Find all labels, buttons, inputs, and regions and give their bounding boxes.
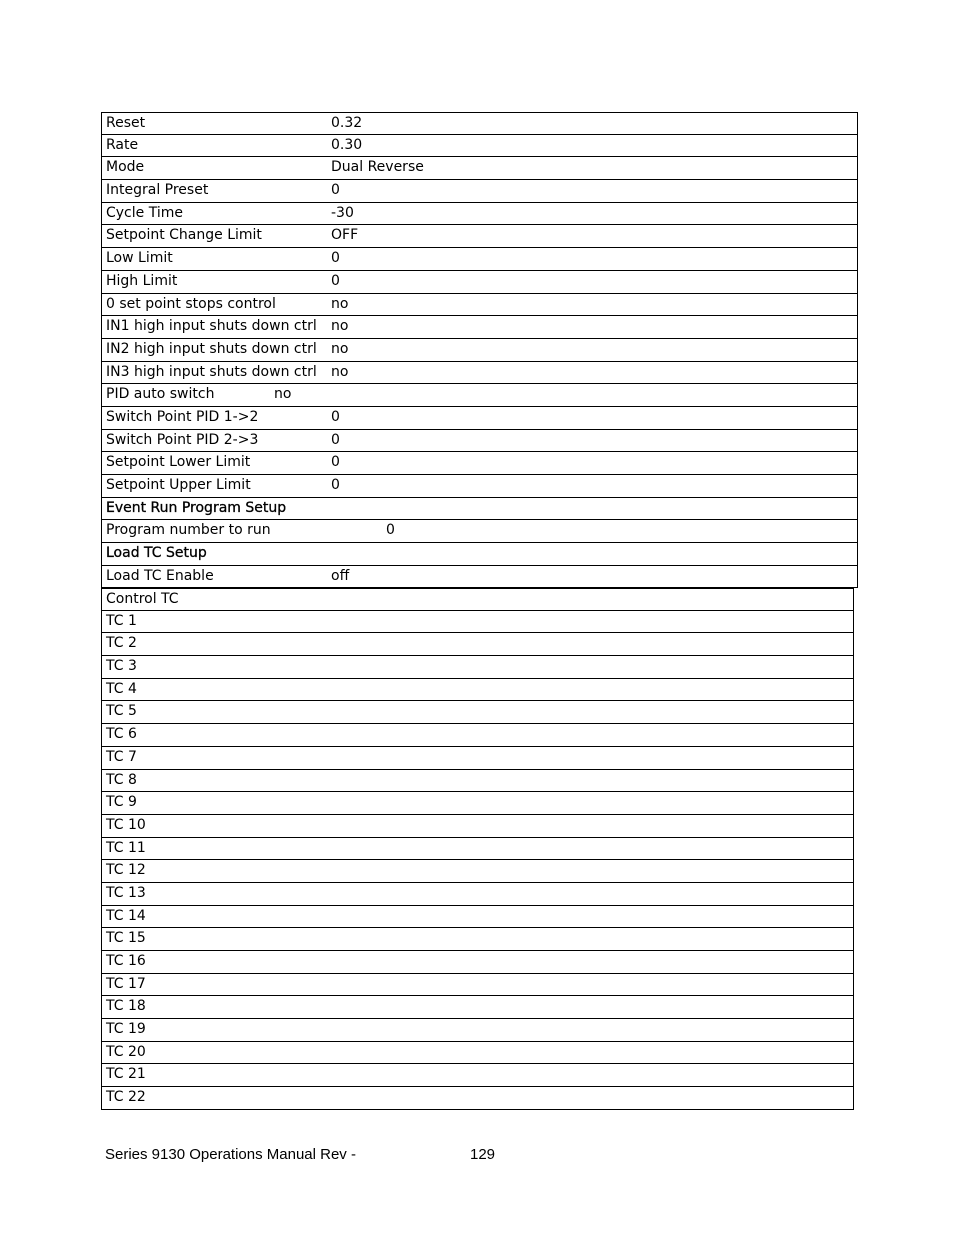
row-value: 0 [331, 454, 340, 471]
settings-table [101, 112, 858, 588]
row-label: TC 11 [106, 839, 146, 856]
row-label: Switch Point PID 2->3 [106, 431, 259, 448]
table-row [101, 271, 858, 294]
table-row [101, 157, 858, 180]
row-label: IN3 high input shuts down ctrl [106, 363, 317, 380]
footer-title: Series 9130 Operations Manual Rev - [105, 1146, 356, 1163]
table-row [101, 407, 858, 430]
row-label: High Limit [106, 272, 178, 289]
table-row [101, 1019, 854, 1042]
table-row [101, 225, 858, 248]
row-label: TC 15 [106, 930, 146, 947]
table-row [101, 792, 854, 815]
table-row [101, 838, 854, 861]
row-value: no [274, 386, 292, 403]
row-value: Dual Reverse [331, 159, 424, 176]
table-row [101, 928, 854, 951]
table-row [101, 339, 858, 362]
table-row [101, 294, 858, 317]
section-header-row [101, 543, 858, 566]
row-label: Program number to run [106, 522, 271, 539]
table-row [101, 656, 854, 679]
table-row [101, 316, 858, 339]
table-row [101, 180, 858, 203]
row-label: TC 17 [106, 975, 146, 992]
row-label: Setpoint Lower Limit [106, 454, 251, 471]
row-value: 0 [331, 477, 340, 493]
table-row [101, 135, 858, 158]
table-row [101, 1042, 854, 1065]
row-value: 0 [331, 408, 340, 425]
table-row [101, 724, 854, 747]
row-label: TC 4 [106, 680, 137, 697]
section-header-row [101, 498, 858, 521]
table-row [101, 1064, 854, 1087]
row-label: Mode [106, 159, 145, 176]
row-label: Switch Point PID 1->2 [106, 408, 259, 425]
table-row [101, 452, 858, 475]
table-row [101, 996, 854, 1019]
table-row [101, 747, 854, 770]
row-label: Rate [106, 136, 139, 153]
table-row [101, 770, 854, 793]
table-row [101, 203, 858, 226]
row-label: TC 13 [106, 884, 146, 901]
row-label: TC 8 [106, 771, 137, 788]
row-value: 0 [331, 182, 340, 199]
row-label: TC 19 [106, 1021, 146, 1038]
row-label: TC 18 [106, 998, 146, 1015]
row-label: TC 10 [106, 816, 146, 833]
row-value: 0 [331, 431, 340, 448]
row-value: 0 [331, 272, 340, 289]
row-value: no [331, 340, 349, 357]
table-row [101, 951, 854, 974]
table-row [101, 815, 854, 838]
table-row [101, 679, 854, 702]
table-row [101, 860, 854, 883]
table-row [101, 588, 854, 611]
row-value: 0 [331, 250, 340, 267]
row-label: TC 6 [106, 726, 137, 743]
table-row [101, 475, 858, 498]
row-label: TC 20 [106, 1043, 146, 1060]
row-label: Cycle Time [106, 204, 183, 221]
row-label: TC 3 [106, 658, 137, 675]
row-value: OFF [331, 227, 359, 244]
row-label: TC 14 [106, 907, 146, 924]
row-label: 0 set point stops control [106, 295, 276, 312]
table-row [101, 1087, 854, 1110]
row-label: Low Limit [106, 250, 173, 267]
row-value: off [331, 567, 350, 584]
row-label: Integral Preset [106, 182, 209, 199]
row-label: TC 5 [106, 703, 137, 720]
row-label: TC 2 [106, 635, 137, 652]
table-row [101, 701, 854, 724]
row-label: TC 21 [106, 1066, 146, 1083]
table-row [101, 906, 854, 929]
table-row [101, 384, 858, 407]
table-row [101, 611, 854, 634]
table-row [101, 974, 854, 997]
page-number: 129 [470, 1146, 496, 1163]
row-label: PID auto switch [106, 386, 215, 403]
row-label: Setpoint Upper Limit [106, 477, 251, 493]
row-value: -30 [331, 204, 354, 221]
section-header-label: Event Run Program Setup [106, 499, 287, 516]
row-value: 0.30 [331, 136, 363, 153]
table-row [101, 248, 858, 271]
section-header-label: Load TC Setup [106, 545, 207, 562]
row-label: TC 12 [106, 862, 146, 879]
table-row [101, 566, 858, 589]
row-value: no [331, 295, 349, 312]
table-row [101, 633, 854, 656]
row-label: TC 22 [106, 1089, 146, 1106]
row-label: Load TC Enable [106, 567, 214, 584]
row-label: TC 9 [106, 794, 137, 811]
row-label: Reset [106, 115, 146, 131]
table-row [101, 520, 858, 543]
row-label: Setpoint Change Limit [106, 227, 262, 244]
table-row [101, 430, 858, 453]
table-row [101, 112, 858, 135]
row-label: TC 1 [106, 612, 137, 629]
table-row [101, 883, 854, 906]
row-label: TC 7 [106, 748, 137, 765]
row-value: 0 [386, 522, 395, 539]
tc-table [101, 588, 854, 1110]
row-label: IN2 high input shuts down ctrl [106, 340, 317, 357]
row-label: TC 16 [106, 953, 146, 969]
table-row [101, 362, 858, 385]
row-label: IN1 high input shuts down ctrl [106, 318, 317, 335]
row-label: Control TC [106, 591, 179, 607]
row-value: no [331, 363, 349, 380]
row-value: no [331, 318, 349, 335]
row-value: 0.32 [331, 115, 363, 131]
